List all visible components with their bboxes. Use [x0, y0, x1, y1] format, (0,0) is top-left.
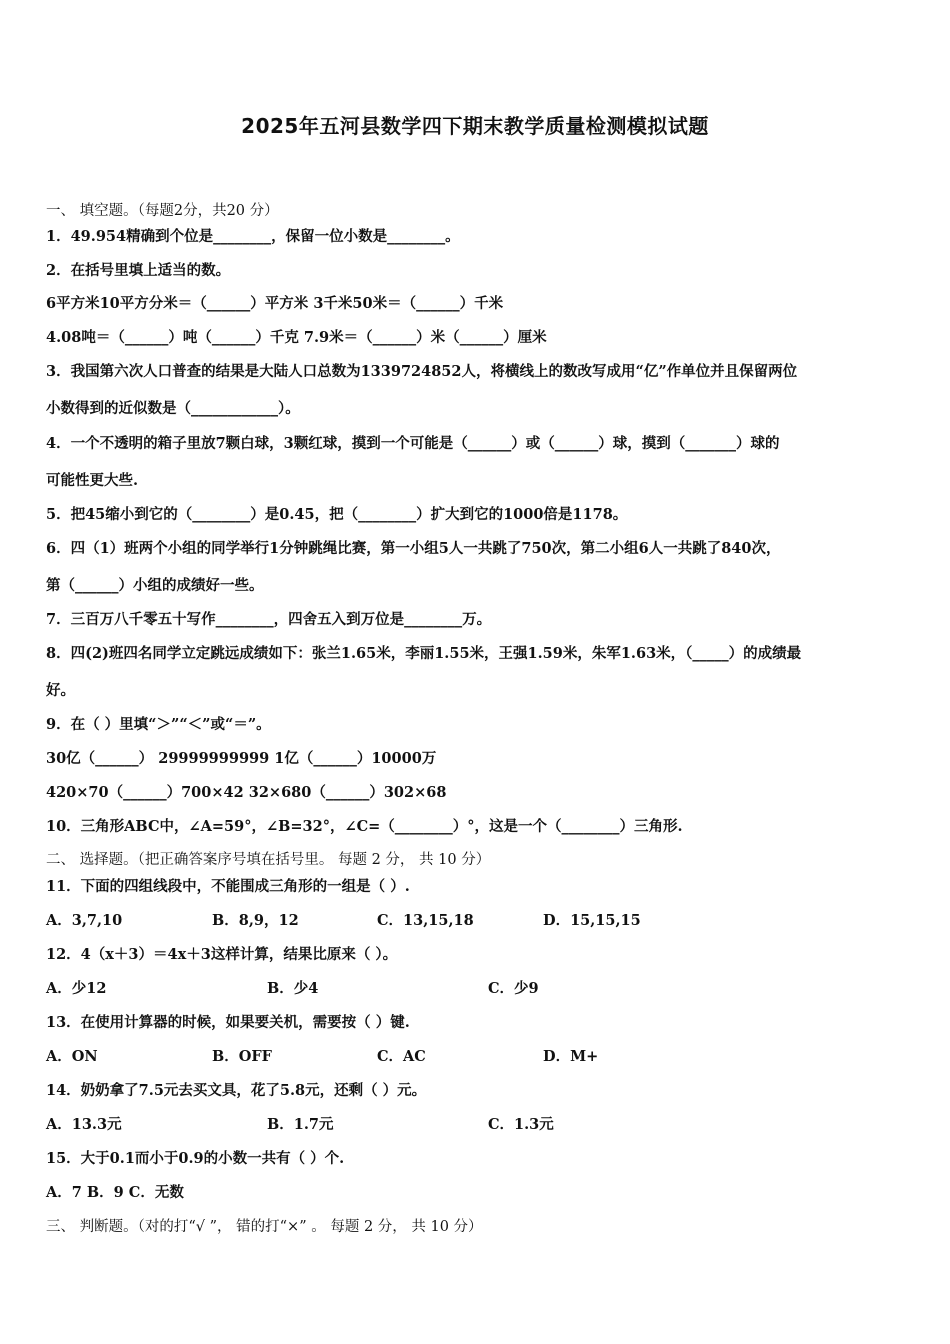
question-13-option-d: D．M+: [543, 1048, 599, 1065]
question-5: 5．把45缩小到它的（________）是0.45，把（________）扩大到它的1000倍是1178。: [46, 506, 628, 523]
question-14-stem: 14．奶奶拿了7.5元去买文具，花了5.8元，还剩（ ）元。: [46, 1082, 427, 1099]
question-8-line-1: 8．四(2)班四名同学立定跳远成绩如下：张兰1.65米，李丽1.55米，王强1.59米，朱军1.63米，（_____）的成绩最: [46, 645, 802, 662]
question-2-stem: 2．在括号里填上适当的数。: [46, 262, 231, 279]
question-11-option-c: C．13,15,18: [377, 912, 474, 929]
question-6-line-2: 第（______）小组的成绩好一些。: [46, 577, 264, 594]
question-9-stem: 9．在（ ）里填“＞”“＜”或“＝”。: [46, 716, 271, 733]
question-15-stem: 15．大于0.1而小于0.9的小数一共有（ ）个.: [46, 1150, 345, 1167]
section-3-header: 三、 判断题。（对的打“√ ”， 错的打“×” 。 每题 2 分， 共 10 分）: [46, 1219, 483, 1235]
question-6-line-1: 6．四（1）班两个小组的同学举行1分钟跳绳比赛，第一小组5人一共跳了750次，第二小组6人一共跳了840次，: [46, 540, 781, 557]
question-9-line-1: 30亿（______） 29999999999 1亿（______）10000万: [46, 750, 437, 767]
question-15-options: A．7 B．9 C．无数: [46, 1184, 184, 1201]
question-12-stem: 12．4（x＋3）＝4x＋3这样计算，结果比原来（ ）。: [46, 946, 398, 963]
question-13-option-a: A．ON: [46, 1048, 98, 1065]
question-14-option-c: C．1.3元: [488, 1116, 554, 1133]
question-3-line-2: 小数得到的近似数是（____________）。: [46, 400, 300, 417]
question-1: 1．49.954精确到个位是________，保留一位小数是________。: [46, 228, 460, 245]
question-13-stem: 13．在使用计算器的时候，如果要关机，需要按（ ）键.: [46, 1014, 410, 1031]
question-11-stem: 11．下面的四组线段中，不能围成三角形的一组是（ ）.: [46, 878, 410, 895]
question-4-line-2: 可能性更大些.: [46, 472, 139, 489]
question-2-line-1: 6平方米10平方分米＝（______）平方米 3千米50米＝（______）千米: [46, 295, 504, 312]
question-3-line-1: 3．我国第六次人口普查的结果是大陆人口总数为1339724852人，将横线上的数改写成用“亿”作单位并且保留两位: [46, 363, 798, 380]
question-12-option-a: A．少12: [46, 980, 107, 997]
question-13-option-b: B．OFF: [212, 1048, 272, 1065]
question-11-option-b: B．8,9，12: [212, 912, 299, 929]
question-7: 7．三百万八千零五十写作________，四舍五入到万位是________万。: [46, 611, 492, 628]
question-2-line-2: 4.08吨＝（______）吨（______）千克 7.9米＝（______）米（______）厘米: [46, 329, 547, 346]
page-title: 2025年五河县数学四下期末教学质量检测模拟试题: [241, 114, 709, 138]
question-12-option-c: C．少9: [488, 980, 539, 997]
question-11-option-d: D．15,15,15: [543, 912, 641, 929]
section-1-header: 一、 填空题。（每题2分，共20 分）: [46, 203, 279, 219]
question-10: 10．三角形ABC中，∠A=59°，∠B=32°，∠C=（________）°，这是一个（________）三角形.: [46, 818, 683, 835]
question-11-option-a: A．3,7,10: [46, 912, 123, 929]
question-14-option-b: B．1.7元: [267, 1116, 334, 1133]
question-4-line-1: 4．一个不透明的箱子里放7颗白球，3颗红球，摸到一个可能是（______）或（______）球，摸到（_______）球的: [46, 435, 780, 452]
question-13-option-c: C．AC: [377, 1048, 426, 1065]
question-14-option-a: A．13.3元: [46, 1116, 122, 1133]
question-12-option-b: B．少4: [267, 980, 319, 997]
question-9-line-2: 420×70（______）700×42 32×680（______）302×68: [46, 784, 447, 801]
section-2-header: 二、 选择题。（把正确答案序号填在括号里。 每题 2 分， 共 10 分）: [46, 852, 491, 868]
question-8-line-2: 好。: [46, 682, 75, 699]
